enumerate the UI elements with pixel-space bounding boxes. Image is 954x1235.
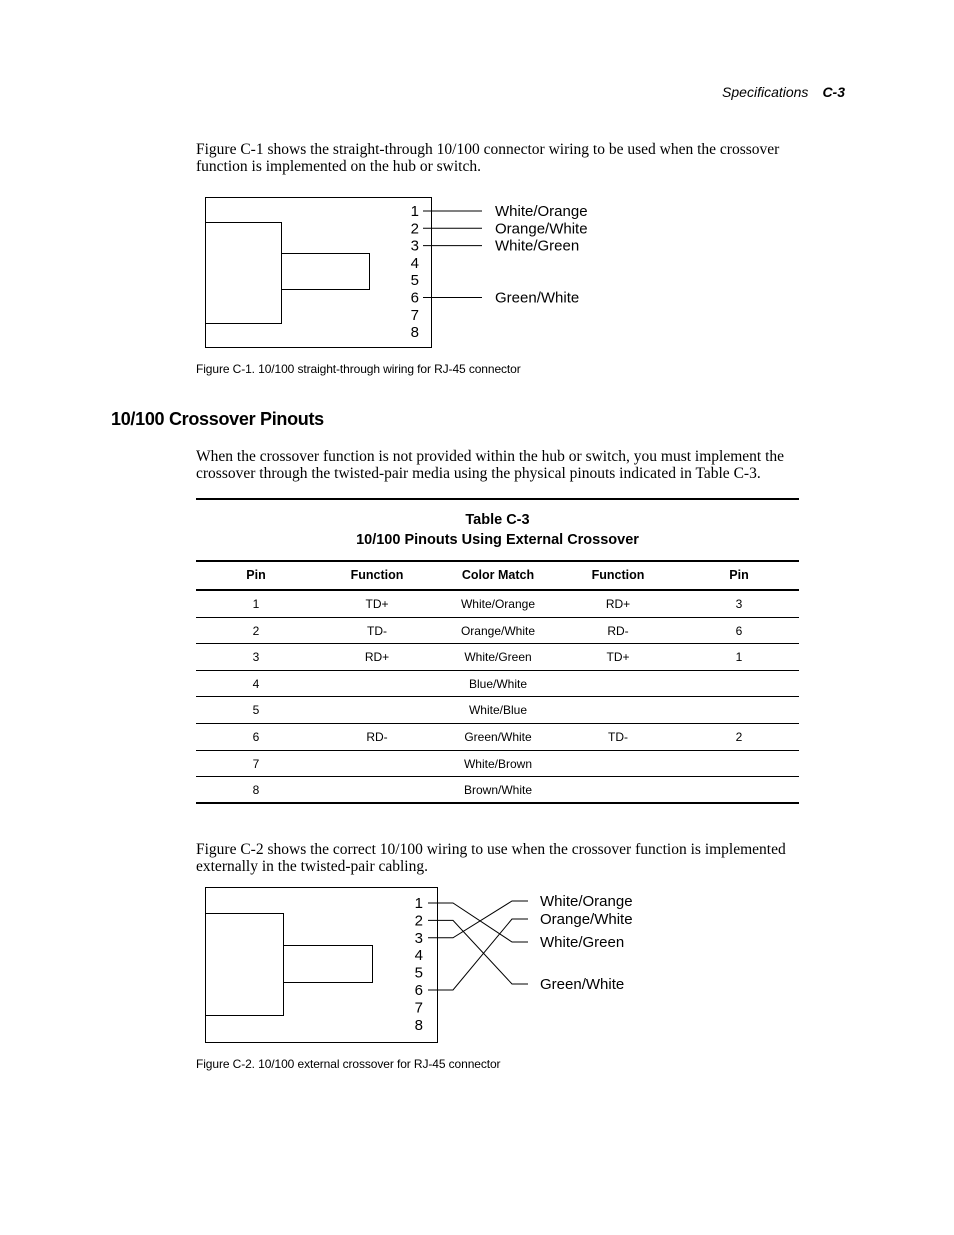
table-cell xyxy=(317,671,437,698)
pin-number: 5 xyxy=(410,272,419,290)
wire-label: Orange/White xyxy=(495,220,588,238)
table-header-cell: Pin xyxy=(729,568,749,582)
table-cell: 8 xyxy=(252,783,260,798)
wire-label: White/Orange xyxy=(540,893,633,910)
table-cell: 5 xyxy=(252,703,260,718)
table-cell: RD- xyxy=(607,623,629,638)
table-cell xyxy=(679,777,799,804)
figure-c2-intro-line-2: externally in the twisted-pair cabling. xyxy=(196,858,428,875)
figure-c2-intro xyxy=(196,841,786,875)
table-cell xyxy=(558,751,678,778)
pin-number: 1 xyxy=(414,895,423,912)
crossover-wire xyxy=(428,920,528,984)
intro-line-2: function is implemented on the hub or switch. xyxy=(196,158,481,175)
table-cell xyxy=(679,671,799,698)
table-cell: White/Brown xyxy=(463,756,533,771)
table-title xyxy=(196,510,799,550)
section-paragraph xyxy=(196,448,784,482)
table-cell: 3 xyxy=(735,597,743,611)
figure-c1-diagram xyxy=(196,190,616,355)
rj45-jack-outline xyxy=(206,223,282,324)
table-cell xyxy=(679,697,799,724)
table-cell: TD- xyxy=(608,730,628,744)
table-cell: TD- xyxy=(367,623,387,638)
rj45-latch xyxy=(284,946,373,983)
table-header-cell: Color Match xyxy=(461,568,535,582)
pin-number: 7 xyxy=(414,999,423,1017)
table-cell: White/Orange xyxy=(460,597,536,611)
pinout-table xyxy=(196,562,799,804)
table-cell: 2 xyxy=(252,623,260,638)
table-cell: 1 xyxy=(735,650,743,665)
table-cell: Orange/White xyxy=(460,623,536,638)
table-cell: 1 xyxy=(252,597,260,611)
table-cell xyxy=(558,777,678,804)
table-header-cell: Pin xyxy=(246,568,266,582)
table-cell: RD+ xyxy=(605,597,631,611)
figure-c2-caption: Figure C-2. 10/100 external crossover for RJ-45 connector xyxy=(196,1057,501,1071)
pin-number: 6 xyxy=(414,982,423,999)
pin-number: 2 xyxy=(414,912,423,930)
crossover-wire xyxy=(428,919,528,990)
pin-number: 4 xyxy=(414,947,423,965)
pin-number: 6 xyxy=(410,289,419,307)
figure-c2-diagram xyxy=(196,880,656,1050)
figure-c1-caption: Figure C-1. 10/100 straight-through wiring for RJ-45 connector xyxy=(196,362,521,376)
pin-number: 8 xyxy=(410,324,419,342)
table-cell: 3 xyxy=(252,650,260,665)
table-cell: 6 xyxy=(735,623,743,638)
table-cell: White/Green xyxy=(464,650,532,665)
table-cell: 6 xyxy=(252,730,260,744)
rj45-latch xyxy=(282,254,370,290)
figure-c2-intro-line-1: Figure C-2 shows the correct 10/100 wiring to use when the crossover function is implemented xyxy=(196,841,786,858)
table-bottom-rule xyxy=(196,802,799,804)
pin-number: 3 xyxy=(414,929,423,947)
pin-number: 3 xyxy=(410,237,419,255)
table-cell: 4 xyxy=(252,676,260,691)
intro-line-1: Figure C-1 shows the straight-through 10/100 connector wiring to be used when the crossover xyxy=(196,141,780,158)
rj45-jack-outline xyxy=(206,914,284,1016)
table-caption: 10/100 Pinouts Using External Crossover xyxy=(356,532,639,548)
table-cell: RD- xyxy=(366,730,388,744)
table-label: Table C-3 xyxy=(465,512,530,528)
wire-label: Green/White xyxy=(540,976,625,993)
table-cell xyxy=(317,777,437,804)
pin-number: 7 xyxy=(410,306,419,324)
table-cell xyxy=(317,697,437,724)
intro-paragraph xyxy=(196,141,779,175)
table-cell xyxy=(679,751,799,778)
table-header-cell: Function xyxy=(350,568,404,582)
table-cell xyxy=(558,697,678,724)
pin-number: 8 xyxy=(414,1016,423,1034)
pin-number: 4 xyxy=(410,254,419,272)
header-page-number: C-3 xyxy=(822,84,845,100)
table-cell: TD+ xyxy=(606,650,630,665)
section-title: 10/100 Crossover Pinouts xyxy=(111,409,324,429)
table-cell: Blue/White xyxy=(468,676,528,691)
table-cell: TD+ xyxy=(365,597,389,611)
table-cell: RD+ xyxy=(364,650,390,665)
table-cell: 7 xyxy=(252,756,260,771)
wire-label: White/Green xyxy=(540,934,625,951)
pin-number: 5 xyxy=(414,964,423,982)
wire-label: Green/White xyxy=(495,289,580,307)
pin-number: 1 xyxy=(410,203,419,220)
section-line-1: When the crossover function is not provided within the hub or switch, you must implement the xyxy=(196,448,785,465)
table-cell xyxy=(317,751,437,778)
table-cell: 2 xyxy=(735,730,743,744)
table-top-rule xyxy=(196,498,799,500)
section-line-2: crossover through the twisted-pair media using the physical pinouts indicated in Table C-3. xyxy=(196,465,761,482)
wire-label: White/Orange xyxy=(495,203,588,220)
wire-label: White/Green xyxy=(495,237,580,255)
table-cell: Brown/White xyxy=(463,783,533,798)
running-header xyxy=(700,84,845,100)
wire-label: Orange/White xyxy=(540,911,633,928)
table-cell: Green/White xyxy=(464,730,532,744)
pin-number: 2 xyxy=(410,220,419,238)
header-section: Specifications xyxy=(722,84,809,100)
table-cell xyxy=(558,671,678,698)
table-header-cell: Function xyxy=(591,568,645,582)
table-cell: White/Blue xyxy=(468,703,528,718)
